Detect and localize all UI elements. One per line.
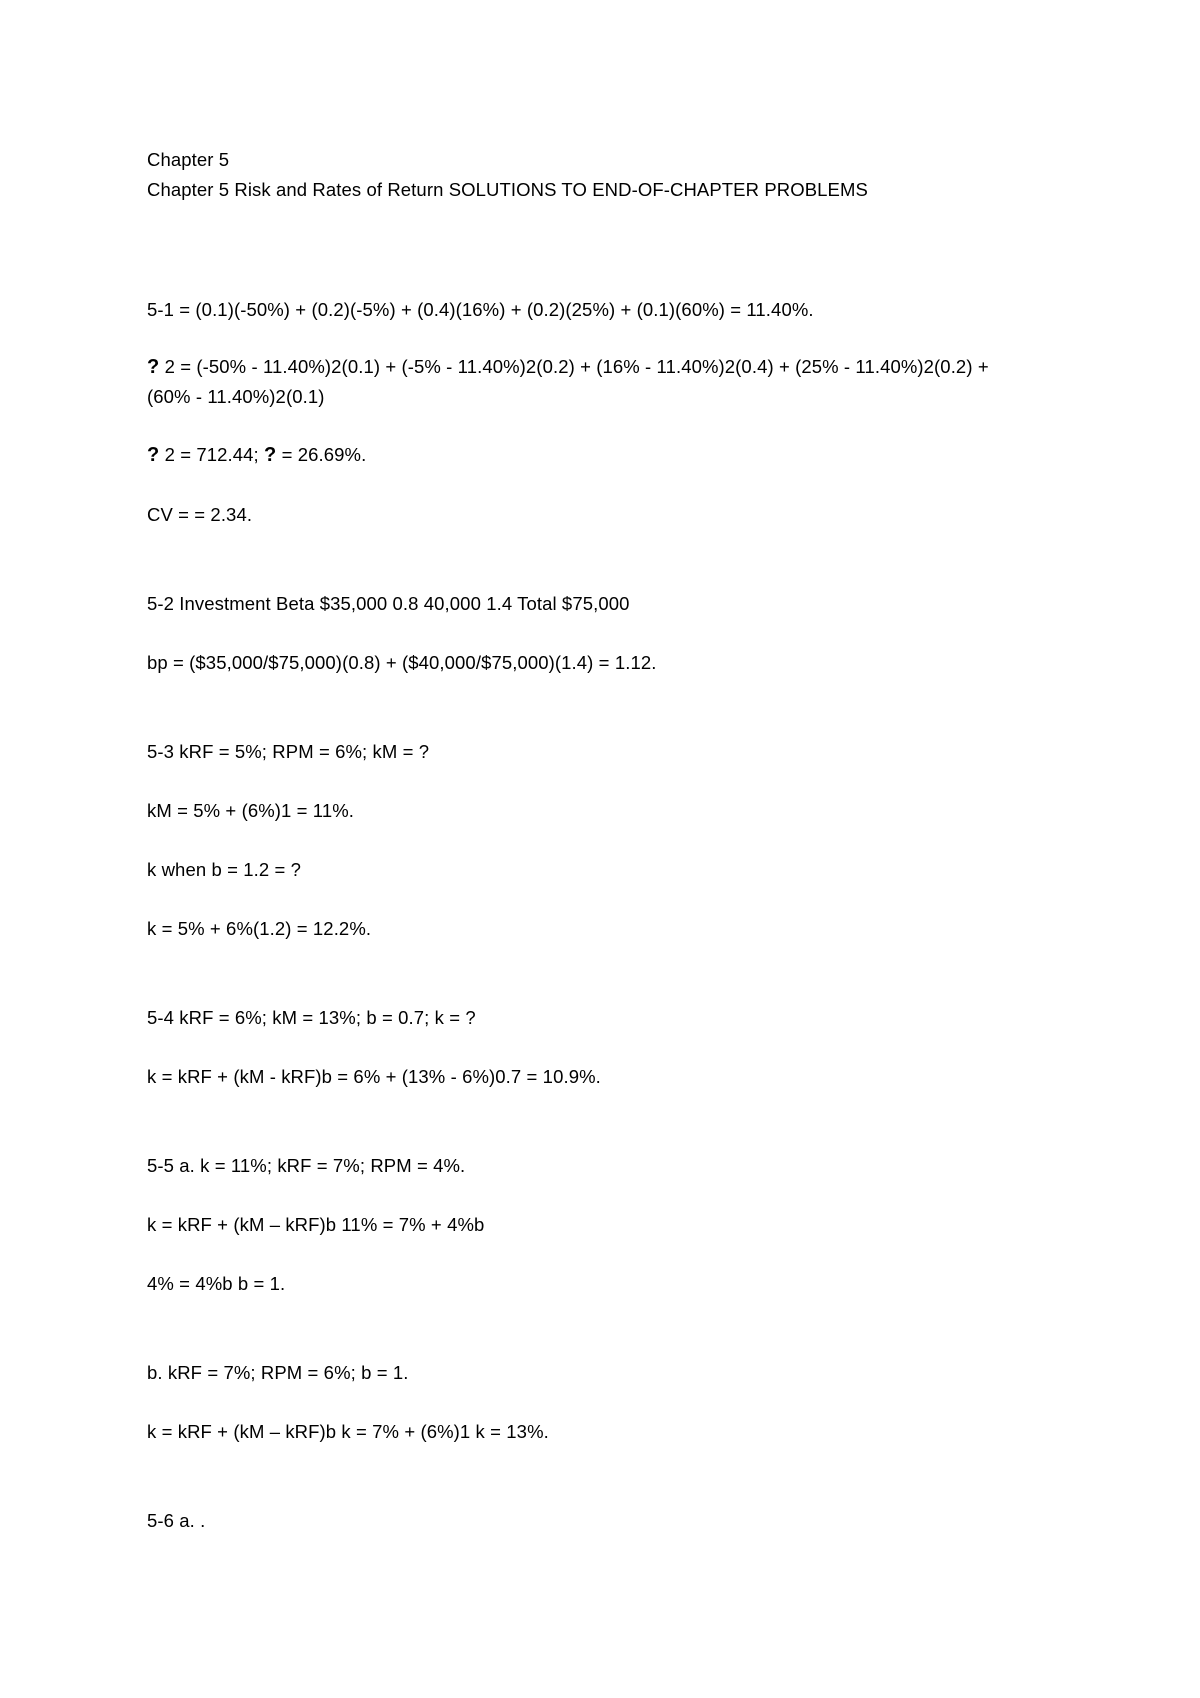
- problem-5-3-answer: k = 5% + 6%(1.2) = 12.2%.: [147, 918, 372, 939]
- problem-5-3-km: kM = 5% + (6%)1 = 11%.: [147, 800, 354, 821]
- problem-5-5a-answer: 4% = 4%b b = 1.: [147, 1273, 286, 1294]
- problem-5-5b-answer: k = kRF + (kM – kRF)b k = 7% + (6%)1 k = 13%.: [147, 1421, 549, 1442]
- chapter-title: Chapter 5 Risk and Rates of Return SOLUTIONS TO END-OF-CHAPTER PROBLEMS: [147, 179, 868, 200]
- problem-5-4-answer: k = kRF + (kM - kRF)b = 6% + (13% - 6%)0.7 = 10.9%.: [147, 1066, 601, 1087]
- problem-5-1-variance-continued: (60% - 11.40%)2(0.1): [147, 386, 325, 407]
- problem-5-3-given: 5-3 kRF = 5%; RPM = 6%; kM = ?: [147, 741, 430, 762]
- problem-5-5a-equation: k = kRF + (kM – kRF)b 11% = 7% + 4%b: [147, 1214, 485, 1235]
- missing-glyph-icon: ?: [264, 444, 277, 466]
- missing-glyph-icon: ?: [147, 444, 160, 466]
- variance-formula: 2 = (-50% - 11.40%)2(0.1) + (-5% - 11.40%)2(0.2) + (16% - 11.40%)2(0.4) + (25% - 11.40%)2(0.2) +: [164, 356, 989, 377]
- problem-5-2-beta: bp = ($35,000/$75,000)(0.8) + ($40,000/$75,000)(1.4) = 1.12.: [147, 652, 657, 673]
- chapter-label: Chapter 5: [147, 149, 230, 170]
- problem-5-2-table: 5-2 Investment Beta $35,000 0.8 40,000 1.4 Total $75,000: [147, 593, 630, 614]
- problem-5-1-variance-line: [147, 355, 989, 379]
- problem-5-1-cv: CV = = 2.34.: [147, 504, 253, 525]
- sd-value: = 26.69%.: [281, 444, 367, 465]
- problem-5-5b-given: b. kRF = 7%; RPM = 6%; b = 1.: [147, 1362, 409, 1383]
- problem-5-6a: 5-6 a. .: [147, 1510, 206, 1531]
- variance-value: 2 = 712.44;: [164, 444, 259, 465]
- problem-5-3-question: k when b = 1.2 = ?: [147, 859, 302, 880]
- problem-5-4-given: 5-4 kRF = 6%; kM = 13%; b = 0.7; k = ?: [147, 1007, 476, 1028]
- problem-5-1-expected-return: 5-1 = (0.1)(-50%) + (0.2)(-5%) + (0.4)(16%) + (0.2)(25%) + (0.1)(60%) = 11.40%.: [147, 299, 814, 320]
- problem-5-1-sd-line: [147, 443, 366, 467]
- missing-glyph-icon: ?: [147, 356, 160, 378]
- problem-5-5a-given: 5-5 a. k = 11%; kRF = 7%; RPM = 4%.: [147, 1155, 466, 1176]
